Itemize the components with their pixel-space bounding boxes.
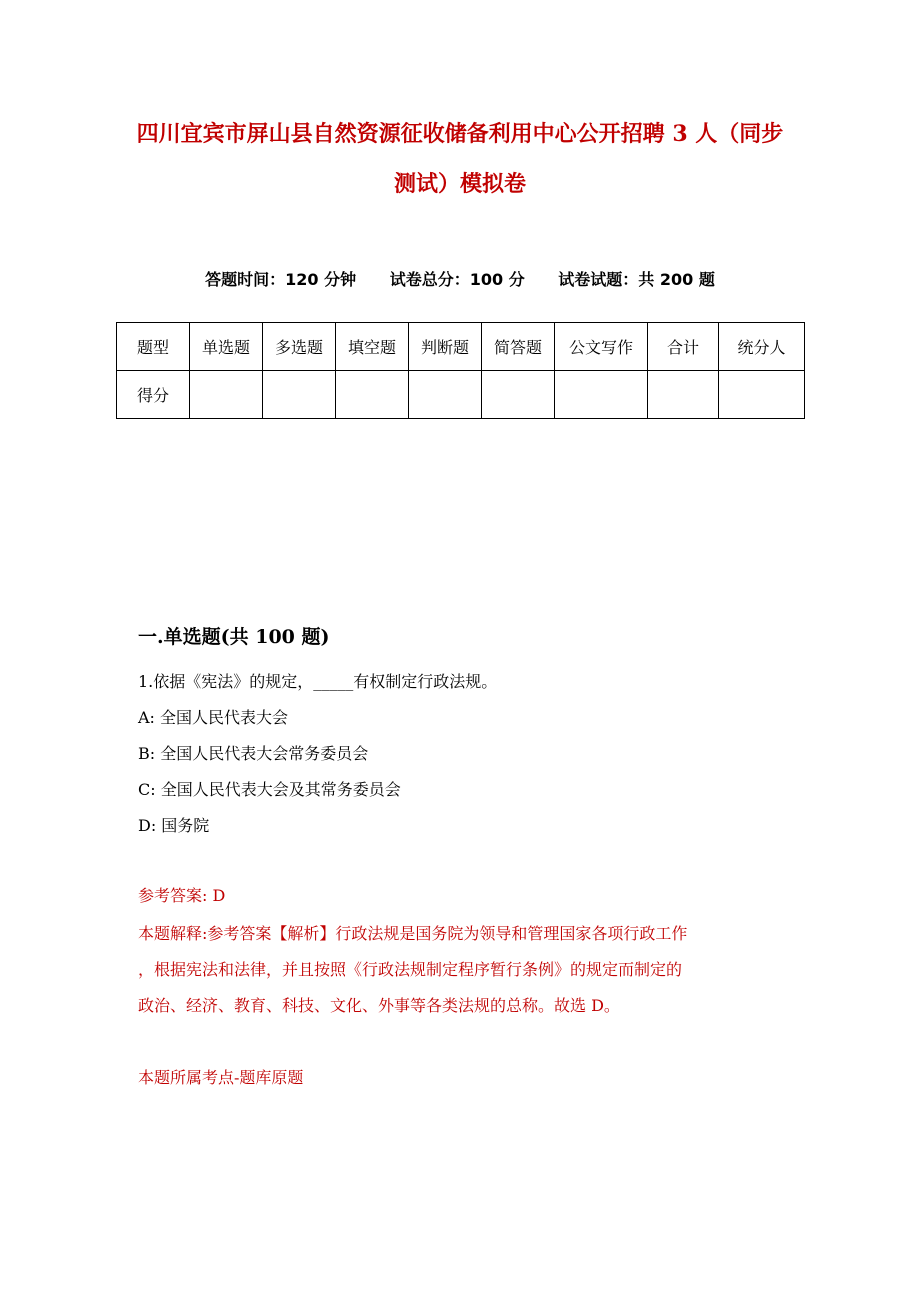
exam-time: 答题时间：120 分钟 — [205, 270, 357, 289]
score-cell — [409, 371, 482, 419]
score-cell — [555, 371, 648, 419]
section-title: 一.单选题(共 100 题) — [138, 626, 330, 648]
explanation-line: 本题解释:参考答案【解析】行政法规是国务院为领导和管理国家各项行政工作 — [138, 924, 688, 943]
option-d: D: 国务院 — [138, 816, 210, 835]
exam-meta — [0, 268, 920, 292]
score-cell — [336, 371, 409, 419]
option-c: C: 全国人民代表大会及其常务委员会 — [138, 780, 401, 799]
table-header-cell: 多选题 — [263, 323, 336, 371]
explanation-line: ，根据宪法和法律，并且按照《行政法规制定程序暂行条例》的规定而制定的 — [138, 960, 683, 979]
exam-question-count: 试卷试题：共 200 题 — [558, 270, 715, 289]
table-header-cell: 单选题 — [190, 323, 263, 371]
table-header-cell: 统分人 — [719, 323, 805, 371]
table-header-cell: 公文写作 — [555, 323, 648, 371]
score-cell — [482, 371, 555, 419]
exam-total-score: 试卷总分：100 分 — [389, 270, 525, 289]
knowledge-point: 本题所属考点-题库原题 — [138, 1068, 304, 1087]
score-table — [116, 322, 805, 419]
option-b: B: 全国人民代表大会常务委员会 — [138, 744, 369, 763]
table-header-cell: 题型 — [117, 323, 190, 371]
score-cell — [190, 371, 263, 419]
score-table-row — [117, 371, 805, 419]
option-a: A: 全国人民代表大会 — [138, 708, 289, 727]
answer: 参考答案: D — [138, 886, 226, 905]
score-cell — [263, 371, 336, 419]
table-header-cell: 简答题 — [482, 323, 555, 371]
table-row-label: 得分 — [117, 371, 190, 419]
explanation-line: 政治、经济、教育、科技、文化、外事等各类法规的总称。故选 D。 — [138, 996, 620, 1015]
table-header-cell: 填空题 — [336, 323, 409, 371]
document-title: 四川宜宾市屏山县自然资源征收储备利用中心公开招聘 3 人（同步 — [136, 121, 784, 147]
score-cell — [648, 371, 719, 419]
score-cell — [719, 371, 805, 419]
table-header-cell: 合计 — [648, 323, 719, 371]
question-stem: 1.依据《宪法》的规定，_____有权制定行政法规。 — [138, 672, 498, 691]
table-header-cell: 判断题 — [409, 323, 482, 371]
score-table-header-row — [117, 323, 805, 371]
document-title-continued: 测试）模拟卷 — [393, 171, 526, 197]
